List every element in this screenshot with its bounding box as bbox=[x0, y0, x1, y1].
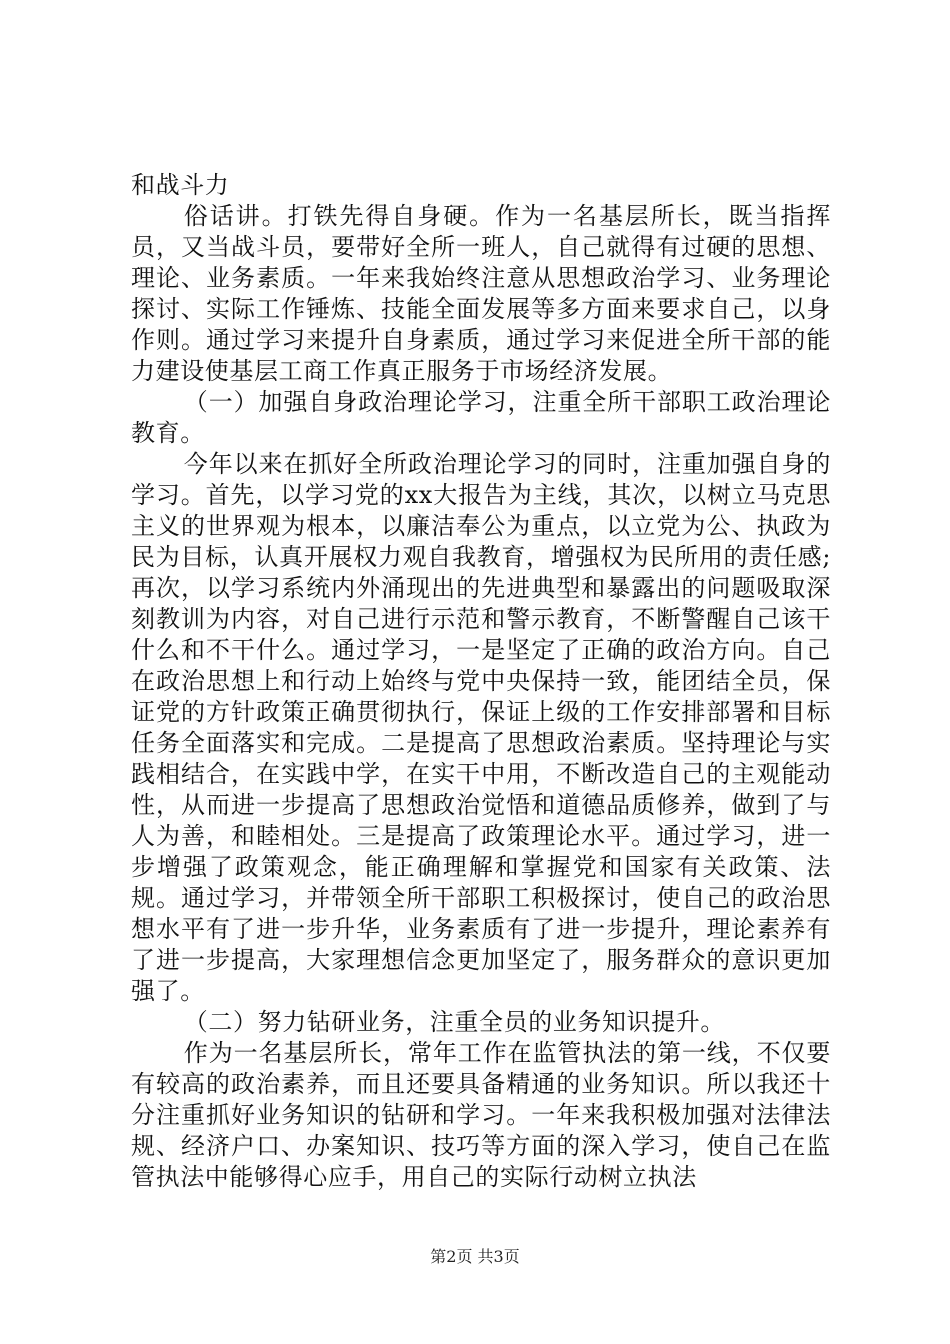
section-heading-2: （二）努力钻研业务，注重全员的业务知识提升。 bbox=[183, 1008, 725, 1036]
page-number-footer: 第2页 共3页 bbox=[430, 1247, 520, 1266]
document-body bbox=[131, 170, 831, 1193]
paragraph-4: 作为一名基层所长，常年工作在监管执法的第一线，不仅要有较高的政治素养，而且还要具备精通的业务知识。所以我还十分注重抓好业务知识的钻研和学习。一年来我积极加强对法律法规、经济户口、办案知识、技巧等方面的深入学习，使自己在监管执法中能够得心应手，用自己的实际行动树立执法 bbox=[131, 1039, 831, 1191]
paragraph-1: 和战斗力 bbox=[131, 171, 230, 199]
paragraph-3: 今年以来在抓好全所政治理论学习的同时，注重加强自身的学习。首先，以学习党的xx大报告为主线，其次，以树立马克思主义的世界观为根本，以廉洁奉公为重点，以立党为公、执政为民为目标，认真开展权力观自我教育，增强权为民所用的责任感;再次，以学习系统内外涌现出的先进典型和暴露出的问题吸取深刻教训为内容，对自己进行示范和警示教育，不断警醒自己该干什么和不干什么。通过学习，一是坚定了正确的政治方向。自己在政治思想上和行动上始终与党中央保持一致，能团结全员，保证党的方针政策正确贯彻执行，保证上级的工作安排部署和目标任务全面落实和完成。二是提高了思想政治素质。坚持理论与实践相结合，在实践中学，在实干中用，不断改造自己的主观能动性，从而进一步提高了思想政治觉悟和道德品质修养，做到了与人为善，和睦相处。三是提高了政策理论水平。通过学习，进一步增强了政策观念，能正确理解和掌握党和国家有关政策、法规。通过学习，并带领全所干部职工积极探讨，使自己的政治思想水平有了进一步升华，业务素质有了进一步提升，理论素养有了进一步提高，大家理想信念更加坚定了，服务群众的意识更加强了。 bbox=[131, 450, 831, 1005]
section-heading-1: （一）加强自身政治理论学习，注重全所干部职工政治理论教育。 bbox=[131, 388, 831, 447]
paragraph-2: 俗话讲。打铁先得自身硬。作为一名基层所长，既当指挥员，又当战斗员，要带好全所一班人，自己就得有过硬的思想、理论、业务素质。一年来我始终注意从思想政治学习、业务理论探讨、实际工作锤炼、技能全面发展等多方面来要求自己，以身作则。通过学习来提升自身素质，通过学习来促进全所干部的能力建设使基层工商工作真正服务于市场经济发展。 bbox=[131, 202, 831, 385]
